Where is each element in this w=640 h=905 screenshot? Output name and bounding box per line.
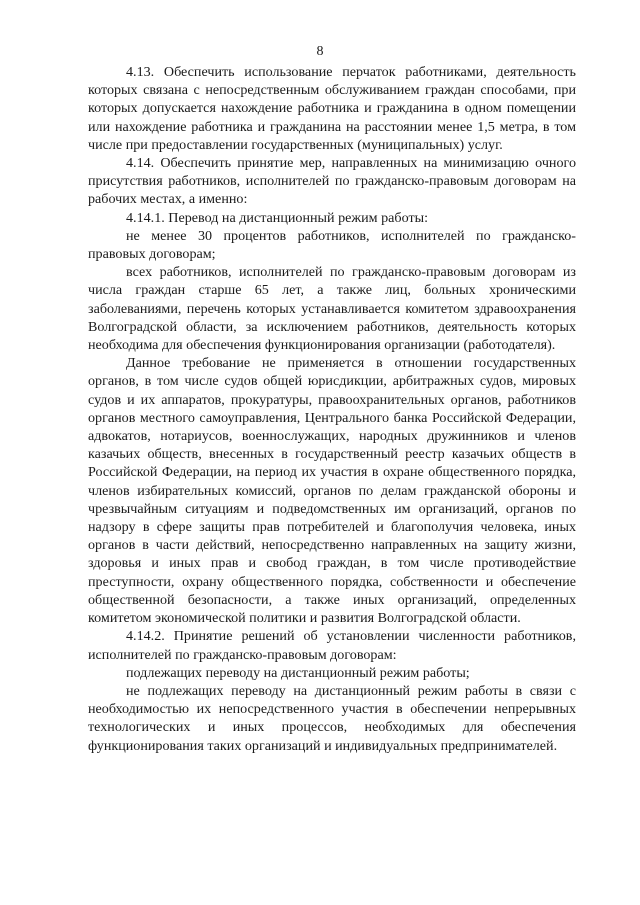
- paragraph-all-workers-65: всех работников, исполнителей по гражданско-правовым договорам из числа граждан старше 65 лет, а также лиц, больных хроническими заболеваниями, перечень которых устанавливается комитетом здравоохранения Волгоградской области, за исключением работников, деятельность которых необходима для обеспечения функционирования организации (работодателя).: [88, 264, 576, 354]
- page-number: 8: [316, 44, 324, 59]
- paragraph-4-14-2: 4.14.2. Принятие решений об установлении численности работников, исполнителей по гражданско-правовым договорам:: [88, 628, 576, 663]
- document-body: [88, 63, 576, 755]
- paragraph-not-subject-to-remote: не подлежащих переводу на дистанционный режим работы в связи с необходимостью их непосредственного участия в обеспечении непрерывных технологических и иных процессов, необходимых для обеспечения функционирования таких организаций и индивидуальных предпринимателей.: [88, 682, 576, 754]
- paragraph-4-14-1: 4.14.1. Перевод на дистанционный режим работы:: [126, 209, 428, 226]
- paragraph-exemptions: Данное требование не применяется в отношении государственных органов, в том числе судов общей юрисдикции, арбитражных судов, мировых судов и их аппаратов, прокуратуры, правоохранительных органов, работников органов местного самоуправления, Центрального банка Российской Федерации, адвокатов, нотариусов, военнослужащих, народных дружинников и членов казачьих обществ, внесенных в государственный реестр казачьих обществ в Российской Федерации, на период их участия в охране общественного порядка, членов избирательных комиссий, органов по делам гражданской обороны и чрезвычайным ситуациям и подведомственных им организаций, органов по надзору в сфере защиты прав потребителей и благополучия человека, иных органов в части действий, непосредственно направленных на защиту жизни, здоровья и иных прав и свобод граждан, в том числе противодействие преступности, охрану общественного порядка, собственности и обеспечение общественной безопасности, а также иных организаций, определенных комитетом экономической политики и развития Волгоградской области.: [88, 355, 576, 627]
- paragraph-subject-to-remote: подлежащих переводу на дистанционный режим работы;: [126, 664, 470, 681]
- paragraph-4-14: 4.14. Обеспечить принятие мер, направленных на минимизацию очного присутствия работников, исполнителей по гражданско-правовым договорам на рабочих местах, а именно:: [88, 155, 576, 208]
- paragraph-4-13: 4.13. Обеспечить использование перчаток работниками, деятельность которых связана с непосредственным обслуживанием граждан способами, при которых допускается нахождение работника и гражданина в одном помещении или нахождение работника и гражданина на расстоянии менее 1,5 метра, в том числе при предоставлении государственных (муниципальных) услуг.: [88, 64, 576, 153]
- paragraph-30-percent: не менее 30 процентов работников, исполнителей по гражданско-правовых договорам;: [88, 227, 576, 263]
